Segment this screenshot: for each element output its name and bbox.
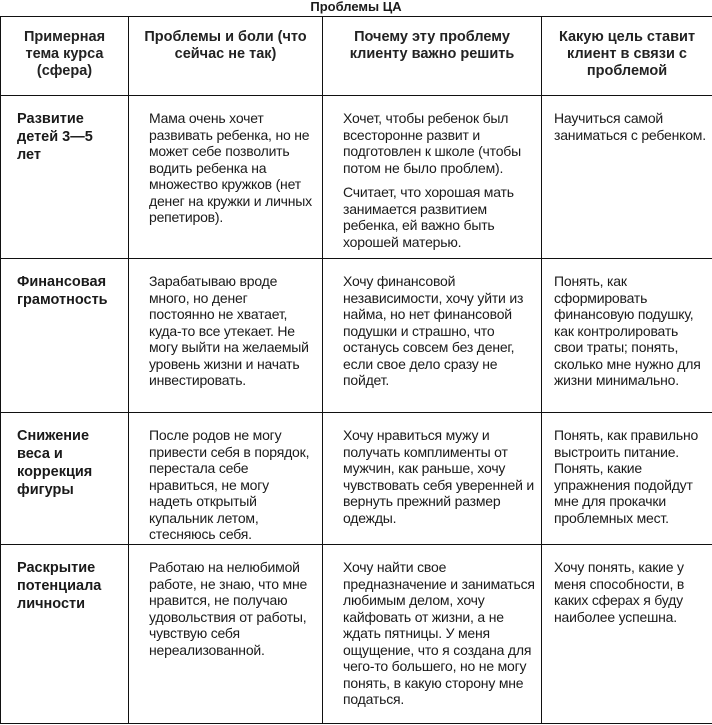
why-cell <box>323 259 542 413</box>
why-paragraph: Хочет, чтобы ребенок был всесторонне развит и подготовлен к школе (чтобы потом не было проблем). <box>343 110 521 176</box>
problem-cell: После родов не могу привести себя в порядок, перестала себе нравиться, не могу надеть открытый купальник летом, стесняюсь себя. <box>129 413 323 545</box>
table-row <box>1 259 712 413</box>
why-paragraph: Хочу финансовой независимости, хочу уйти из найма, но нет финансовой подушки и страшно, что останусь совсем без денег, если свое дело сразу не пойдет. <box>343 273 524 388</box>
goal-cell: Понять, как сформировать финансовую подушку, как контролировать свои траты; понять, сколько мне нужно для жизни минимально. <box>542 259 712 413</box>
problem-cell: Мама очень хочет развивать ребенка, но не может себе позволить водить ребенка на множество кружков (нет денег на кружки и личных репетиров). <box>129 96 323 259</box>
header-topic: Примерная тема курса (сфера) <box>1 17 129 96</box>
why-cell <box>323 545 542 724</box>
goal-cell: Понять, как правильно выстроить питание. Понять, какие упражнения подойдут мне для прокачки проблемных мест. <box>542 413 712 545</box>
why-cell <box>323 413 542 545</box>
table-row <box>1 96 712 259</box>
header-client-goal: Какую цель ставит клиент в связи с проблемой <box>542 17 712 96</box>
why-cell <box>323 96 542 259</box>
target-audience-problems-table <box>0 16 712 724</box>
table-row <box>1 413 712 545</box>
header-why-important: Почему эту проблему клиенту важно решить <box>323 17 542 96</box>
topic-cell: Раскрытие потенциала личности <box>1 545 129 724</box>
topic-cell: Снижение веса и коррекция фигуры <box>1 413 129 545</box>
table-header-row <box>1 17 712 96</box>
goal-cell: Хочу понять, какие у меня способности, в каких сферах я буду наиболее успешна. <box>542 545 712 724</box>
header-problems: Проблемы и боли (что сейчас не так) <box>129 17 323 96</box>
why-paragraph: Хочу найти свое предназначение и заниматься любимым делом, хочу кайфовать от жизни, а не ждать пятницы. У меня ощущение, что я создана для чего-то большего, но не могу понять, в какую сторону мне податься. <box>343 559 535 707</box>
topic-cell: Развитие детей 3—5 лет <box>1 96 129 259</box>
document-title: Проблемы ЦА <box>310 0 402 14</box>
problem-cell: Работаю на нелюбимой работе, не знаю, что мне нравится, не получаю удовольствия от работы, чувствую себя нереализованной. <box>129 545 323 724</box>
why-paragraph: Считает, что хорошая мать занимается развитием ребенка, ей важно быть хорошей матерью. <box>343 184 514 250</box>
why-paragraph: Хочу нравиться мужу и получать комплименты от мужчин, как раньше, хочу чувствовать себя уверенней и вернуть прежний размер одежды. <box>343 427 535 526</box>
topic-cell: Финансовая грамотность <box>1 259 129 413</box>
goal-cell: Научиться самой заниматься с ребенком. <box>542 96 712 259</box>
problem-cell: Зарабатываю вроде много, но денег постоянно не хватает, куда-то все утекает. Не могу выйти на желаемый уровень жизни и начать инвестировать. <box>129 259 323 413</box>
table-row <box>1 545 712 724</box>
